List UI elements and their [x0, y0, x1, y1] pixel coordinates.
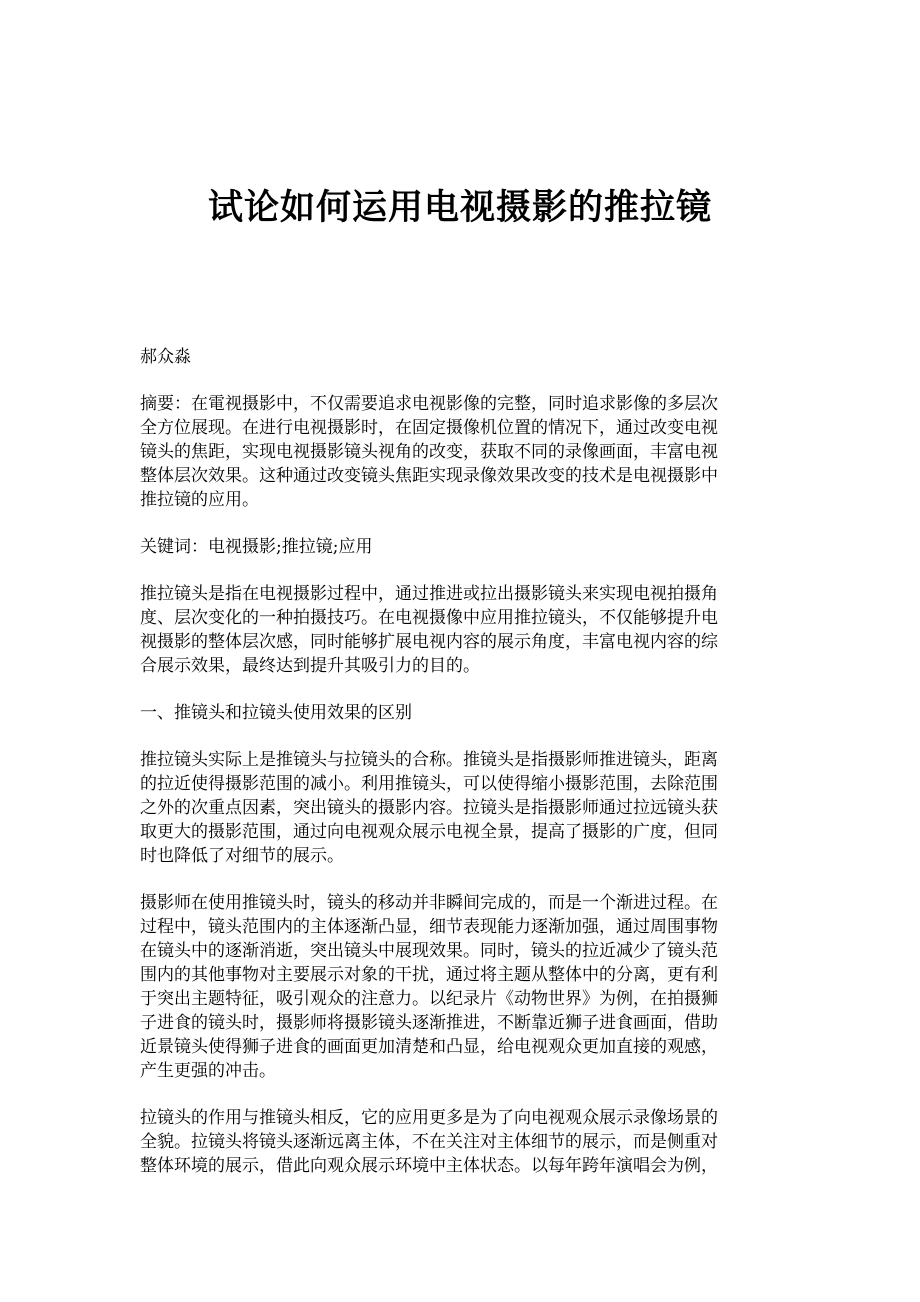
paragraph-line: 围内的其他事物对主要展示对象的干扰，通过将主题从整体中的分离，更有利 — [140, 965, 718, 985]
paragraph-line: 时也降低了对细节的展示。 — [140, 846, 344, 866]
paragraph-line: 摄影师在使用推镜头时，镜头的移动并非瞬间完成的，而是一个渐进过程。在 — [140, 893, 718, 913]
paragraph-line: 过程中，镜头范围内的主体逐渐凸显，细节表现能力逐渐加强，通过周围事物 — [140, 917, 718, 937]
paragraph-line: 之外的次重点因素，突出镜头的摄影内容。拉镜头是指摄影师通过拉远镜头获 — [140, 798, 718, 818]
section1-paragraph-2 — [140, 891, 780, 1083]
paragraph-line: 取更大的摄影范围，通过向电视观众展示电视全景，提高了摄影的广度，但同 — [140, 822, 718, 842]
abstract-line: 整体层次效果。这种通过改变镜头焦距实现录像效果改变的技术是电视摄影中 — [140, 466, 718, 486]
paragraph-line: 拉镜头的作用与推镜头相反，它的应用更多是为了向电视观众展示录像场景的 — [140, 1108, 718, 1128]
abstract-line: 镜头的焦距，实现电视摄影镜头视角的改变，获取不同的录像画面，丰富电视 — [140, 442, 718, 462]
paragraph-line: 产生更强的冲击。 — [140, 1061, 276, 1081]
intro-line: 合展示效果，最终达到提升其吸引力的目的。 — [140, 656, 480, 676]
paragraph-line: 推拉镜头实际上是推镜头与拉镜头的合称。推镜头是指摄影师推进镜头，距离 — [140, 750, 718, 770]
intro-line: 视摄影的整体层次感，同时能够扩展电视内容的展示角度，丰富电视内容的综 — [140, 632, 718, 652]
section1-paragraph-3 — [140, 1106, 780, 1178]
paragraph-line: 子进食的镜头时，摄影师将摄影镜头逐渐推进，不断靠近狮子进食画面，借助 — [140, 1013, 718, 1033]
paragraph-line: 近景镜头使得狮子进食的画面更加清楚和凸显，给电视观众更加直接的观感， — [140, 1037, 718, 1057]
intro-line: 度、层次变化的一种拍摄技巧。在电视摄像中应用推拉镜头，不仅能够提升电 — [140, 608, 718, 628]
paragraph-line: 在镜头中的逐渐消逝，突出镜头中展现效果。同时，镜头的拉近减少了镜头范 — [140, 941, 718, 961]
abstract-line: 全方位展现。在进行电视摄影时，在固定摄像机位置的情况下，通过改变电视 — [140, 418, 718, 438]
abstract-line: 摘要：在電视摄影中，不仅需要追求电视影像的完整，同时追求影像的多层次 — [140, 394, 718, 414]
paragraph-line: 整体环境的展示，借此向观众展示环境中主体状态。以每年跨年演唱会为例， — [140, 1156, 718, 1176]
intro-paragraph — [140, 582, 780, 678]
intro-line: 推拉镜头是指在电视摄影过程中，通过推进或拉出摄影镜头来实现电视拍摄角 — [140, 584, 718, 604]
abstract-line: 推拉镜的应用。 — [140, 490, 259, 510]
author-name: 郝众淼 — [140, 347, 191, 367]
section-heading — [140, 701, 780, 725]
paragraph-line: 全貌。拉镜头将镜头逐渐远离主体，不在关注对主体细节的展示，而是侧重对 — [140, 1132, 718, 1152]
keywords-line — [140, 535, 780, 559]
abstract-paragraph — [140, 392, 780, 512]
document-title: 试论如何运用电视摄影的推拉镜 — [207, 187, 712, 228]
document-body — [140, 345, 780, 1201]
section1-paragraph-1 — [140, 748, 780, 868]
paragraph-line: 于突出主题特征，吸引观众的注意力。以纪录片《动物世界》为例，在拍摄狮 — [140, 989, 718, 1009]
keywords-text: 关键词：电视摄影;推拉镜;应用 — [140, 537, 373, 557]
paragraph-line: 的拉近使得摄影范围的减小。利用推镜头，可以使得缩小摄影范围，去除范围 — [140, 774, 718, 794]
section-heading-text: 一、推镜头和拉镜头使用效果的区别 — [140, 703, 412, 723]
author-line — [140, 345, 780, 369]
